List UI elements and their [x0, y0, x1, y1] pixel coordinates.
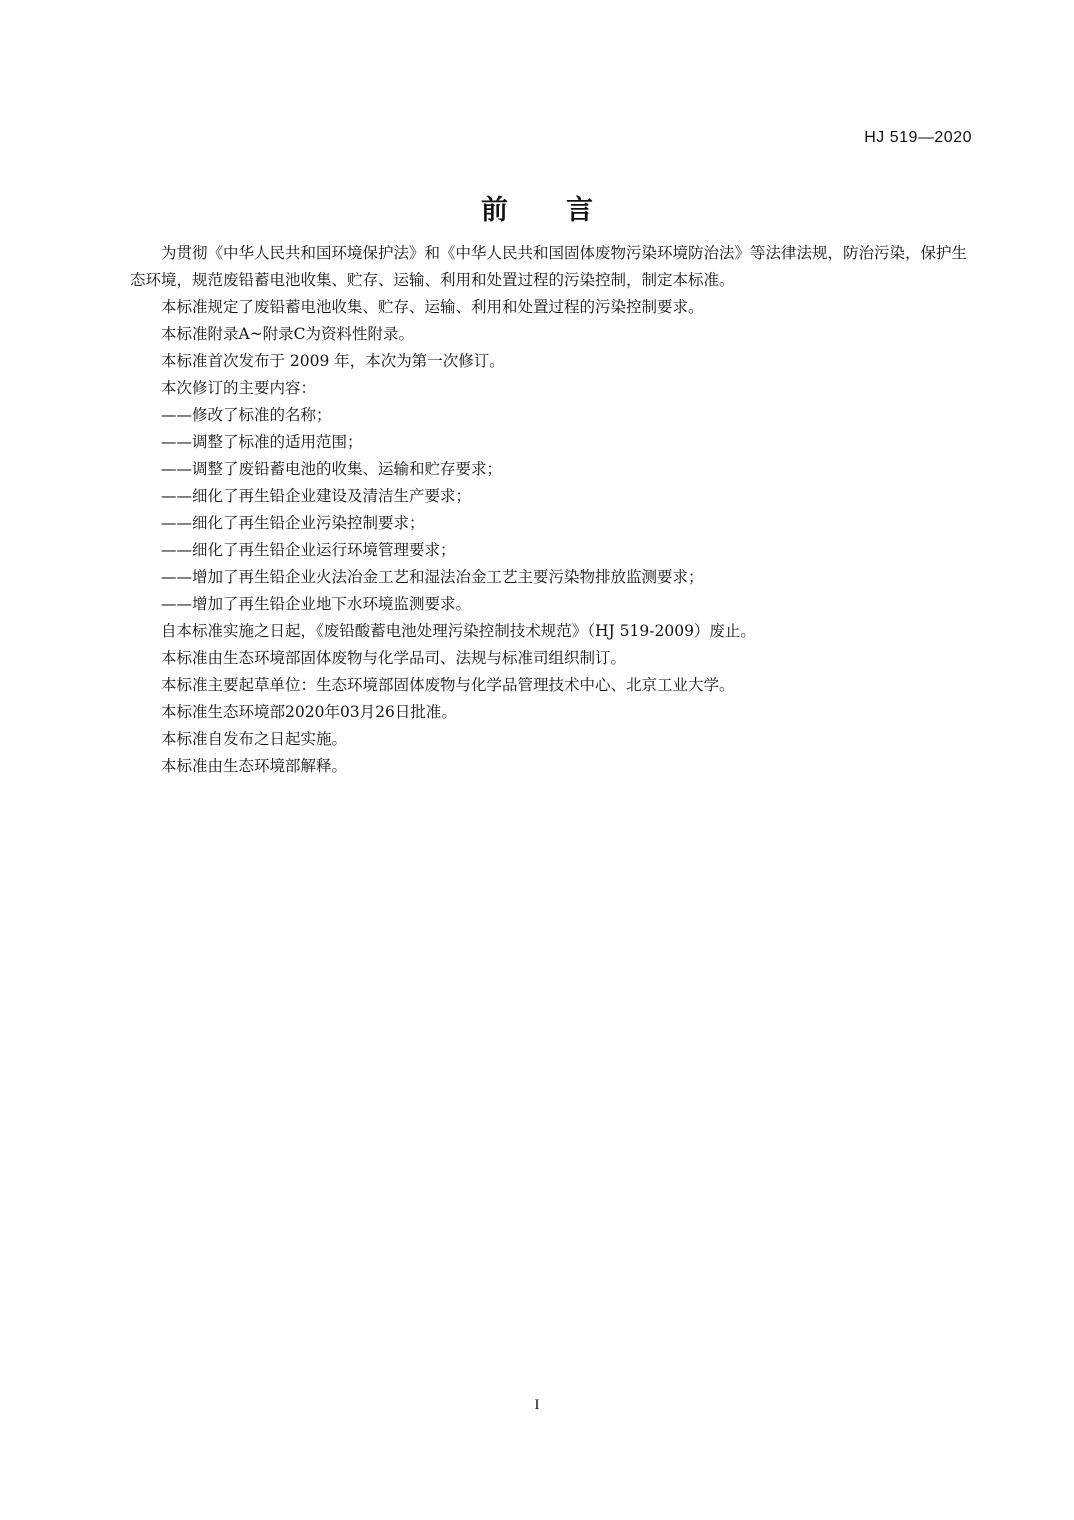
paragraph-interpretation: 本标准由生态环境部解释。 — [161, 757, 348, 775]
revision-item: ——修改了标准的名称； — [161, 406, 332, 424]
paragraph-scope: 本标准规定了废铅蓄电池收集、贮存、运输、利用和处置过程的污染控制要求。 — [161, 298, 704, 316]
revision-item: ——细化了再生铅企业污染控制要求； — [161, 514, 425, 532]
revision-item: ——增加了再生铅企业地下水环境监测要求。 — [161, 595, 472, 613]
page-number: I — [534, 1397, 540, 1413]
revision-item: ——调整了废铅蓄电池的收集、运输和贮存要求； — [161, 460, 503, 478]
paragraph-organizer: 本标准由生态环境部固体废物与化学品司、法规与标准司组织制订。 — [161, 649, 627, 667]
revision-item: ——细化了再生铅企业运行环境管理要求； — [161, 541, 456, 559]
paragraph-purpose: 为贯彻《中华人民共和国环境保护法》和《中华人民共和国固体废物污染环境防治法》等法律法规，防治污染，保护生态环境，规范废铅蓄电池收集、贮存、运输、利用和处置过程的污染控制，制定本标准。 — [130, 244, 968, 289]
paragraph-revision-intro: 本次修订的主要内容： — [161, 379, 317, 397]
paragraph-drafting-units: 本标准主要起草单位：生态环境部固体废物与化学品管理技术中心、北京工业大学。 — [161, 676, 735, 694]
paragraph-effective: 本标准自发布之日起实施。 — [161, 730, 348, 748]
revision-item: ——细化了再生铅企业建设及清洁生产要求； — [161, 487, 472, 505]
page-title: 前言 — [481, 195, 651, 226]
foreword-body — [130, 240, 975, 780]
standard-code: HJ 519—2020 — [864, 129, 972, 146]
paragraph-supersede: 自本标准实施之日起，《废铅酸蓄电池处理污染控制技术规范》（HJ 519-2009）废止。 — [161, 622, 756, 640]
revision-item: ——调整了标准的适用范围； — [161, 433, 363, 451]
revision-item: ——增加了再生铅企业火法冶金工艺和湿法冶金工艺主要污染物排放监测要求； — [161, 568, 704, 586]
paragraph-approval: 本标准生态环境部2020年03月26日批准。 — [161, 703, 457, 721]
paragraph-appendix: 本标准附录A~附录C为资料性附录。 — [161, 325, 415, 343]
paragraph-history: 本标准首次发布于 2009 年，本次为第一次修订。 — [161, 352, 505, 370]
